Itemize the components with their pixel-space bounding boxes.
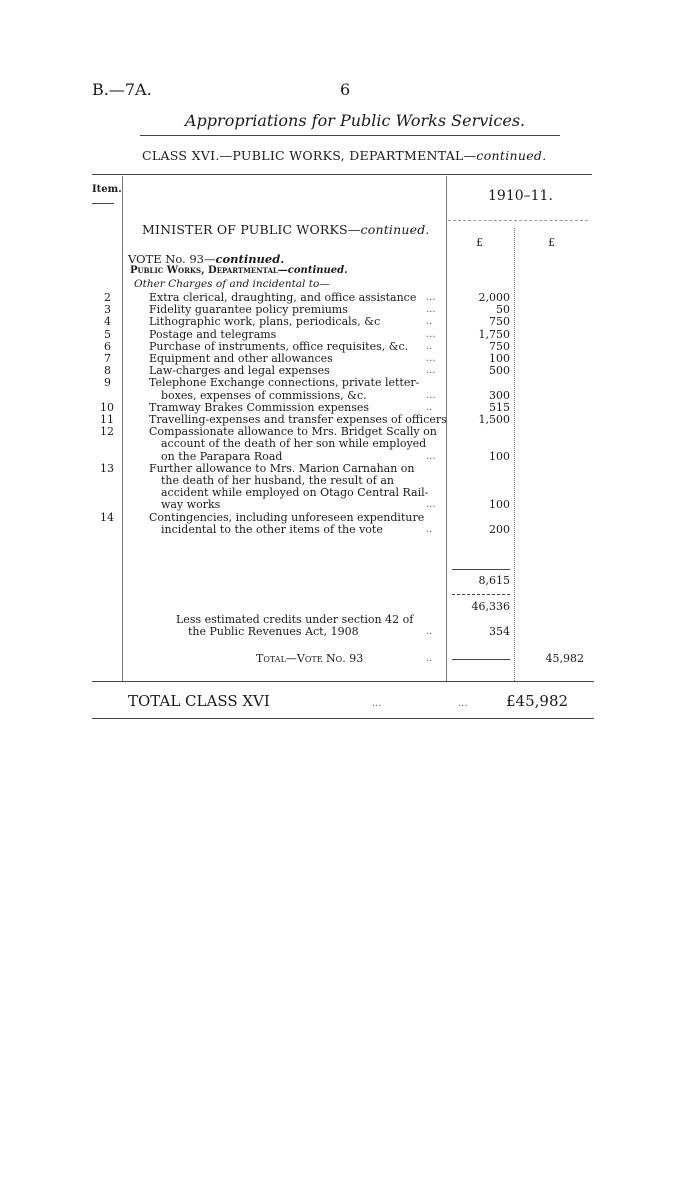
page-number: 6 (340, 80, 351, 99)
item-number: 2 (104, 291, 111, 304)
subhead-heading-main: Public Works, Departmental— (130, 265, 288, 276)
leader-dots: ... (426, 292, 436, 303)
item-header-underline (92, 203, 114, 204)
item-number: 14 (100, 510, 114, 524)
total-class-dots-2: ... (458, 698, 468, 709)
item-number: 13 (100, 461, 114, 475)
leader-dots: ... (426, 328, 436, 340)
minister-heading-main: MINISTER OF PUBLIC WORKS— (142, 222, 361, 237)
leader-dots: .. (426, 340, 433, 352)
item-number: 9 (104, 376, 111, 390)
item-description-line: way works (161, 498, 221, 512)
class-title (142, 148, 547, 163)
minister-heading (142, 222, 430, 237)
total-vote-amount: 45,982 (545, 652, 584, 665)
item-amount: 750 (489, 339, 510, 353)
vote-heading (128, 252, 284, 266)
item-description-line: Travelling-expenses and transfer expenses of officers (149, 413, 447, 426)
item-description-line: Fidelity guarantee policy premiums (149, 303, 348, 317)
item-amount: 100 (489, 449, 510, 463)
item-number: 5 (104, 327, 111, 341)
leader-dots: ... (426, 365, 436, 377)
item-amount: 750 (489, 315, 510, 329)
less-credits-line-2: the Public Revenues Act, 1908 (188, 625, 359, 638)
leader-dots: .. (426, 523, 433, 535)
other-charges-heading: Other Charges of and incidental to— (134, 278, 330, 290)
year-header: 1910–11. (488, 188, 553, 204)
item-amount: 200 (489, 522, 510, 536)
item-description-line: Purchase of instruments, office requisites, &c. (149, 339, 409, 353)
leader-dots: ... (426, 499, 436, 511)
item-description-line: the death of her husband, the result of an (161, 474, 394, 487)
item-description-line: Lithographic work, plans, periodicals, &c (149, 315, 381, 329)
item-number: 12 (100, 425, 114, 439)
item-number: 10 (100, 400, 114, 414)
subtotal-2: 46,336 (471, 600, 510, 613)
item-number: 6 (104, 339, 111, 353)
leader-dots: ... (426, 353, 436, 364)
leader-dots: ... (426, 389, 436, 401)
class-title-suffix: continued. (476, 148, 547, 163)
total-class-label: TOTAL CLASS XVI (128, 692, 270, 710)
item-description-line: Extra clerical, draughting, and office assistance (149, 291, 417, 304)
subtotal-column-rule (514, 228, 515, 681)
subtotal-rule-2 (452, 594, 510, 595)
item-amount: 1,750 (478, 327, 510, 341)
item-number: 7 (104, 352, 111, 365)
pound-sign-1: £ (476, 236, 483, 249)
less-credits-dots: .. (426, 626, 433, 637)
item-description-line: Telephone Exchange connections, private letter- (149, 376, 420, 390)
item-amount: 1,500 (478, 413, 510, 426)
item-description-line: Compassionate allowance to Mrs. Bridget Scally on (149, 425, 437, 439)
total-vote-label: Total—Vote No. 93 (256, 652, 364, 665)
leader-dots: .. (426, 401, 433, 413)
item-description-line: Postage and telegrams (149, 327, 277, 341)
item-amount: 50 (496, 303, 510, 317)
page-bottom-rule (92, 718, 594, 719)
title-rule (140, 135, 560, 136)
year-rule (448, 220, 588, 221)
item-number: 8 (104, 364, 111, 378)
item-amount: 500 (489, 364, 510, 378)
item-amount: 515 (489, 400, 510, 414)
item-column-rule (122, 176, 123, 681)
item-description-line: Tramway Brakes Commission expenses (149, 400, 370, 414)
page-title: Appropriations for Public Works Services. (185, 111, 526, 130)
item-description-line: Contingencies, including unforeseen expenditure (149, 510, 425, 524)
table-bottom-rule (92, 681, 594, 682)
subhead-heading (130, 265, 348, 276)
less-credits-amount: 354 (489, 625, 510, 638)
item-number: 4 (104, 315, 111, 329)
item-description-line: on the Parapara Road (161, 449, 283, 463)
item-description-line: Further allowance to Mrs. Marion Carnahan on (149, 461, 415, 475)
item-number: 3 (104, 303, 111, 317)
leader-dots: ... (426, 450, 436, 462)
item-amount: 2,000 (478, 291, 510, 304)
item-description-line: incidental to the other items of the vote (161, 522, 383, 536)
item-description-line: Law-charges and legal expenses (149, 364, 330, 378)
item-description-line: boxes, expenses of commissions, &c. (161, 388, 367, 402)
total-vote-dots: .. (426, 653, 433, 664)
subhead-heading-suffix: continued. (287, 265, 348, 276)
subtotal-rule-1 (452, 569, 510, 570)
item-amount: 100 (489, 352, 510, 365)
less-credits-line-1: Less estimated credits under section 42 of (176, 613, 414, 626)
total-vote-dash (452, 659, 510, 660)
table-top-rule (92, 174, 592, 175)
pound-sign-2: £ (548, 236, 555, 249)
item-number: 11 (100, 413, 114, 426)
total-class-dots-1: ... (372, 698, 382, 709)
total-class-amount: £45,982 (506, 692, 569, 710)
item-amount: 100 (489, 498, 510, 512)
item-column-header: Item. (92, 184, 122, 195)
leader-dots: .. (426, 316, 433, 328)
class-title-main: CLASS XVI.—PUBLIC WORKS, DEPARTMENTAL— (142, 148, 477, 163)
item-amount: 300 (489, 388, 510, 402)
item-description-line: Equipment and other allowances (149, 352, 333, 365)
vote-heading-suffix: continued. (215, 252, 285, 266)
leader-dots: ... (426, 304, 436, 316)
document-reference: B.—7A. (92, 80, 152, 99)
subtotal-1: 8,615 (478, 574, 510, 587)
vote-heading-main: VOTE No. 93— (128, 252, 216, 266)
item-description-line: accident while employed on Otago Central Rail- (161, 486, 429, 500)
minister-heading-suffix: continued. (360, 222, 430, 237)
item-description-line: account of the death of her son while employed (161, 437, 427, 451)
